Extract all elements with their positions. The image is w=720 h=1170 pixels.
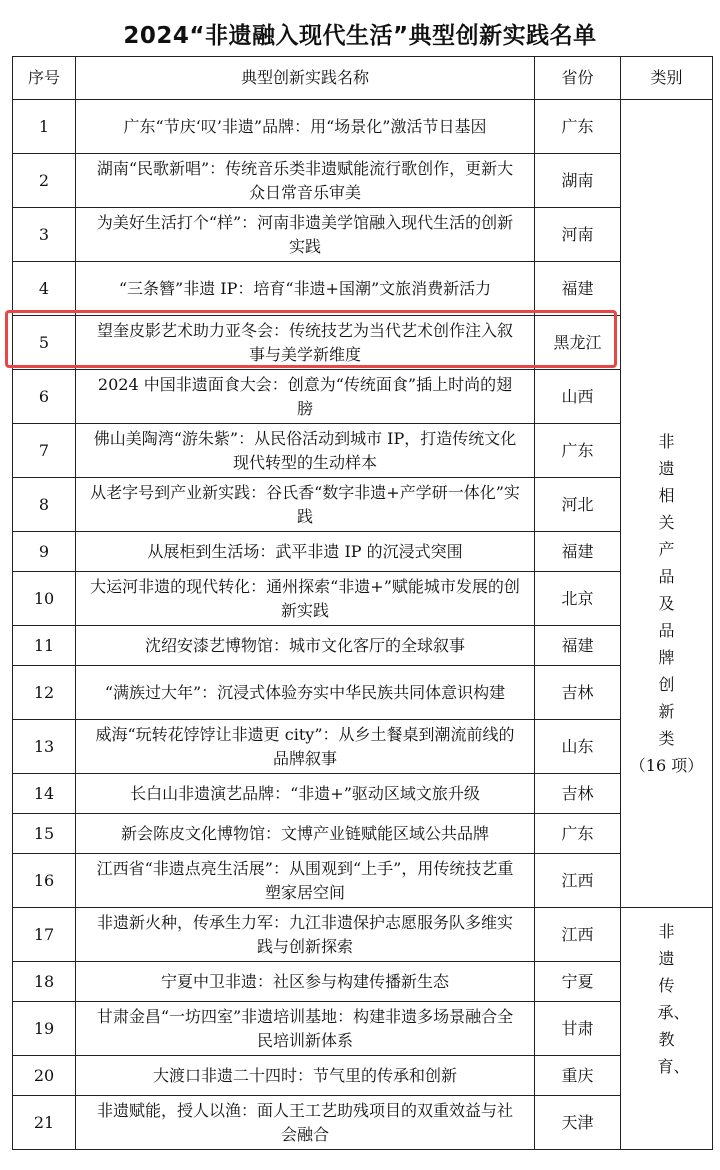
row-no: 20 <box>13 1056 76 1096</box>
table-row <box>13 316 713 370</box>
table-row <box>13 572 713 626</box>
table-row <box>13 100 713 154</box>
row-name: 2024 中国非遗面食大会：创意为“传统面食”插上时尚的翅膀 <box>76 370 535 424</box>
practice-list-table <box>12 56 713 1150</box>
row-no: 13 <box>13 720 76 774</box>
row-name: 大运河非遗的现代转化：通州探索“非遗+”赋能城市发展的创新实践 <box>76 572 535 626</box>
table-row <box>13 478 713 532</box>
row-no: 14 <box>13 774 76 814</box>
row-name: “三条簪”非遗 IP：培育“非遗+国潮”文旅消费新活力 <box>76 262 535 316</box>
table-row <box>13 666 713 720</box>
row-no: 9 <box>13 532 76 572</box>
row-province: 河南 <box>535 208 621 262</box>
row-name: 甘肃金昌“一坊四室”非遗培训基地：构建非遗多场景融合全民培训新体系 <box>76 1002 535 1056</box>
table-row <box>13 154 713 208</box>
table-row <box>13 1002 713 1056</box>
row-province: 黑龙江 <box>535 316 621 370</box>
header-name: 典型创新实践名称 <box>76 57 535 100</box>
row-name: 从老字号到产业新实践：谷氏香“数字非遗+产学研一体化”实践 <box>76 478 535 532</box>
row-no: 19 <box>13 1002 76 1056</box>
table-row <box>13 854 713 908</box>
category-cell <box>621 100 713 908</box>
row-province: 宁夏 <box>535 962 621 1002</box>
row-name: 湖南“民歌新唱”：传统音乐类非遗赋能流行歌创作，更新大众日常音乐审美 <box>76 154 535 208</box>
row-province: 山西 <box>535 370 621 424</box>
table-row <box>13 370 713 424</box>
table-row <box>13 532 713 572</box>
row-name: 威海“玩转花饽饽让非遗更 city”：从乡土餐桌到潮流前线的品牌叙事 <box>76 720 535 774</box>
header-province: 省份 <box>535 57 621 100</box>
row-province: 广东 <box>535 100 621 154</box>
row-name: 非遗赋能，授人以渔：面人王工艺助残项目的双重效益与社会融合 <box>76 1096 535 1150</box>
row-province: 福建 <box>535 626 621 666</box>
row-no: 17 <box>13 908 76 962</box>
category-cell <box>621 908 713 1150</box>
row-province: 江西 <box>535 908 621 962</box>
row-province: 福建 <box>535 532 621 572</box>
table-row <box>13 962 713 1002</box>
row-name: 广东“节庆‘叹’非遗”品牌：用“场景化”激活节日基因 <box>76 100 535 154</box>
row-name: 非遗新火种，传承生力军：九江非遗保护志愿服务队多维实践与创新探索 <box>76 908 535 962</box>
row-no: 12 <box>13 666 76 720</box>
table-row <box>13 720 713 774</box>
row-no: 18 <box>13 962 76 1002</box>
table-row <box>13 1096 713 1150</box>
row-province: 河北 <box>535 478 621 532</box>
row-province: 吉林 <box>535 666 621 720</box>
row-no: 6 <box>13 370 76 424</box>
row-province: 江西 <box>535 854 621 908</box>
row-no: 10 <box>13 572 76 626</box>
row-no: 8 <box>13 478 76 532</box>
row-name: 从展柜到生活场：武平非遗 IP 的沉浸式突围 <box>76 532 535 572</box>
row-name: 宁夏中卫非遗：社区参与构建传播新生态 <box>76 962 535 1002</box>
table-header-row <box>13 57 713 100</box>
row-province: 湖南 <box>535 154 621 208</box>
row-province: 天津 <box>535 1096 621 1150</box>
row-no: 21 <box>13 1096 76 1150</box>
table-row <box>13 814 713 854</box>
row-province: 广东 <box>535 424 621 478</box>
row-province: 吉林 <box>535 774 621 814</box>
row-no: 4 <box>13 262 76 316</box>
table-row <box>13 626 713 666</box>
row-name: 长白山非遗演艺品牌：“非遗+”驱动区域文旅升级 <box>76 774 535 814</box>
row-no: 5 <box>13 316 76 370</box>
row-name: 江西省“非遗点亮生活展”：从围观到“上手”，用传统技艺重塑家居空间 <box>76 854 535 908</box>
table-row <box>13 424 713 478</box>
row-province: 福建 <box>535 262 621 316</box>
row-no: 15 <box>13 814 76 854</box>
row-name: 新会陈皮文化博物馆：文博产业链赋能区域公共品牌 <box>76 814 535 854</box>
row-province: 重庆 <box>535 1056 621 1096</box>
row-name: 佛山美陶湾“游朱紫”：从民俗活动到城市 IP，打造传统文化现代转型的生动样本 <box>76 424 535 478</box>
table-row <box>13 774 713 814</box>
row-no: 3 <box>13 208 76 262</box>
row-province: 甘肃 <box>535 1002 621 1056</box>
row-name: 为美好生活打个“样”：河南非遗美学馆融入现代生活的创新实践 <box>76 208 535 262</box>
header-category: 类别 <box>621 57 713 100</box>
category-label: 非遗传承、教育、 <box>657 922 690 1076</box>
page-title: 2024“非遗融入现代生活”典型创新实践名单 <box>123 23 597 49</box>
table-row <box>13 208 713 262</box>
row-province: 北京 <box>535 572 621 626</box>
table-row <box>13 1056 713 1096</box>
row-name: 望奎皮影艺术助力亚冬会：传统技艺为当代艺术创作注入叙事与美学新维度 <box>76 316 535 370</box>
row-province: 广东 <box>535 814 621 854</box>
header-no: 序号 <box>13 57 76 100</box>
row-no: 11 <box>13 626 76 666</box>
row-no: 7 <box>13 424 76 478</box>
row-no: 16 <box>13 854 76 908</box>
row-province: 山东 <box>535 720 621 774</box>
row-name: “满族过大年”：沉浸式体验夯实中华民族共同体意识构建 <box>76 666 535 720</box>
row-name: 大渡口非遗二十四时：节气里的传承和创新 <box>76 1056 535 1096</box>
row-no: 2 <box>13 154 76 208</box>
category-label: 非遗相关产品及品牌创新类 <box>658 432 675 748</box>
table-row <box>13 262 713 316</box>
row-no: 1 <box>13 100 76 154</box>
table-row <box>13 908 713 962</box>
category-count: （16 项） <box>629 756 704 775</box>
row-name: 沈绍安漆艺博物馆：城市文化客厅的全球叙事 <box>76 626 535 666</box>
